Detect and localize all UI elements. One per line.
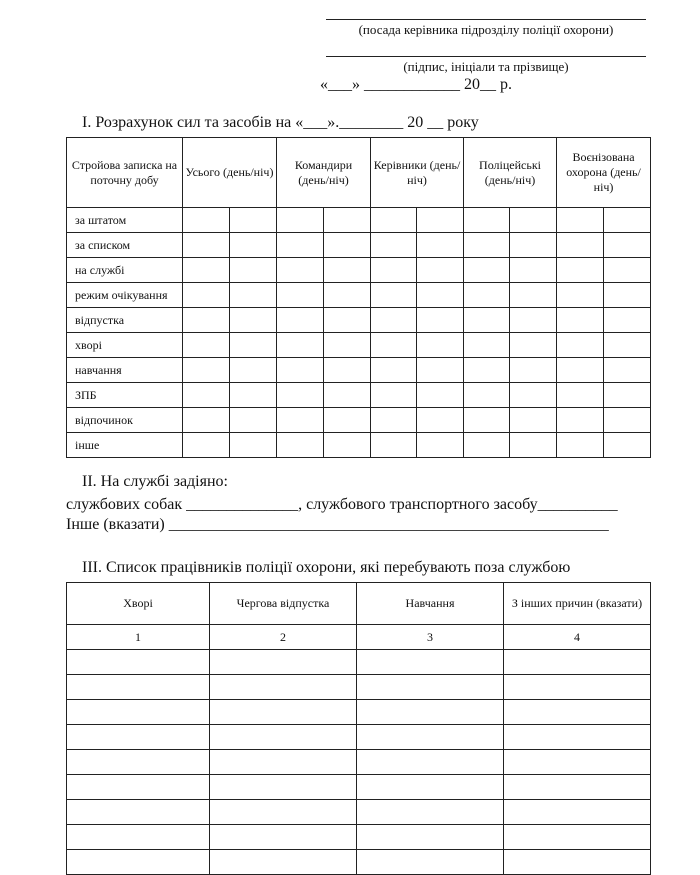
blank-cell xyxy=(510,333,557,358)
table-row xyxy=(67,283,651,308)
blank-cell xyxy=(557,208,604,233)
blank-cell xyxy=(210,800,357,825)
blank-cell xyxy=(357,800,504,825)
header-training: Навчання xyxy=(357,583,504,625)
blank-cell xyxy=(604,308,651,333)
blank-cell xyxy=(324,408,371,433)
table-row xyxy=(67,800,651,825)
forces-table xyxy=(66,137,651,458)
blank-cell xyxy=(183,408,230,433)
blank-cell xyxy=(604,258,651,283)
blank-cell xyxy=(464,408,510,433)
table-row xyxy=(67,675,651,700)
table-row xyxy=(67,208,651,233)
row-label: за списком xyxy=(67,233,183,258)
table-row xyxy=(67,408,651,433)
blank-cell xyxy=(557,358,604,383)
section3-title: ІІІ. Список працівників поліції охорони, які перебувають поза службою xyxy=(82,559,571,576)
blank-cell xyxy=(504,825,651,850)
position-caption: (посада керівника підрозділу поліції охорони) xyxy=(358,22,614,37)
row-label: відпочинок xyxy=(67,408,183,433)
section1-title: І. Розрахунок сил та засобів на «___».________ 20 __ року xyxy=(82,114,479,131)
blank-cell xyxy=(417,208,464,233)
service-dogs-line: службових собак ______________, службового транспортного засобу__________ xyxy=(66,496,618,513)
blank-cell xyxy=(324,383,371,408)
blank-cell xyxy=(210,775,357,800)
column-number: 4 xyxy=(504,625,651,650)
blank-cell xyxy=(417,233,464,258)
blank-cell xyxy=(324,208,371,233)
blank-cell xyxy=(371,233,417,258)
blank-cell xyxy=(277,258,324,283)
blank-cell xyxy=(371,358,417,383)
blank-cell xyxy=(504,675,651,700)
blank-cell xyxy=(67,675,210,700)
blank-cell xyxy=(230,408,277,433)
blank-cell xyxy=(557,283,604,308)
header-militarized-guard: Воєнізована охорона (день/ніч) xyxy=(557,138,651,208)
blank-cell xyxy=(464,433,510,458)
blank-cell xyxy=(510,433,557,458)
blank-cell xyxy=(183,333,230,358)
blank-cell xyxy=(504,700,651,725)
blank-cell xyxy=(230,358,277,383)
blank-cell xyxy=(504,850,651,875)
blank-cell xyxy=(417,408,464,433)
table-row xyxy=(67,233,651,258)
blank-cell xyxy=(277,283,324,308)
blank-cell xyxy=(417,308,464,333)
table-row xyxy=(67,825,651,850)
blank-cell xyxy=(183,258,230,283)
blank-cell xyxy=(557,408,604,433)
header-vacation: Чергова відпустка xyxy=(210,583,357,625)
blank-cell xyxy=(183,208,230,233)
column-number: 2 xyxy=(210,625,357,650)
blank-cell xyxy=(67,750,210,775)
blank-cell xyxy=(183,283,230,308)
row-label: на службі xyxy=(67,258,183,283)
table-row xyxy=(67,775,651,800)
blank-cell xyxy=(604,233,651,258)
column-number-row xyxy=(67,625,651,650)
blank-cell xyxy=(464,333,510,358)
signature-line xyxy=(326,56,646,57)
blank-cell xyxy=(230,383,277,408)
header-total: Усього (день/ніч) xyxy=(183,138,277,208)
blank-cell xyxy=(371,408,417,433)
blank-cell xyxy=(67,850,210,875)
blank-cell xyxy=(277,208,324,233)
blank-cell xyxy=(230,258,277,283)
blank-cell xyxy=(230,308,277,333)
blank-cell xyxy=(183,433,230,458)
blank-cell xyxy=(510,408,557,433)
blank-cell xyxy=(277,233,324,258)
blank-cell xyxy=(183,308,230,333)
blank-cell xyxy=(557,233,604,258)
blank-cell xyxy=(417,283,464,308)
blank-cell xyxy=(210,825,357,850)
blank-cell xyxy=(504,775,651,800)
row-label: навчання xyxy=(67,358,183,383)
blank-cell xyxy=(324,258,371,283)
blank-cell xyxy=(464,358,510,383)
blank-cell xyxy=(464,308,510,333)
blank-cell xyxy=(604,383,651,408)
blank-cell xyxy=(67,650,210,675)
blank-cell xyxy=(604,283,651,308)
blank-cell xyxy=(277,408,324,433)
blank-cell xyxy=(357,700,504,725)
blank-cell xyxy=(371,333,417,358)
table-row xyxy=(67,333,651,358)
blank-cell xyxy=(504,800,651,825)
blank-cell xyxy=(277,383,324,408)
blank-cell xyxy=(67,700,210,725)
blank-cell xyxy=(557,333,604,358)
blank-cell xyxy=(464,233,510,258)
blank-cell xyxy=(230,433,277,458)
position-line xyxy=(326,19,646,20)
blank-cell xyxy=(417,333,464,358)
blank-cell xyxy=(183,233,230,258)
table-row xyxy=(67,725,651,750)
blank-cell xyxy=(230,333,277,358)
signature-caption: (підпис, ініціали та прізвище) xyxy=(403,59,569,74)
column-number: 1 xyxy=(67,625,210,650)
blank-cell xyxy=(464,208,510,233)
blank-cell xyxy=(510,358,557,383)
blank-cell xyxy=(67,825,210,850)
blank-cell xyxy=(557,258,604,283)
blank-cell xyxy=(371,433,417,458)
blank-cell xyxy=(324,308,371,333)
row-label: за штатом xyxy=(67,208,183,233)
blank-cell xyxy=(210,700,357,725)
blank-cell xyxy=(464,383,510,408)
blank-cell xyxy=(464,258,510,283)
header-roll-call: Стройова записка на поточну добу xyxy=(67,138,183,208)
other-line: Інше (вказати) _______________________________________________________ xyxy=(66,516,609,533)
blank-cell xyxy=(604,433,651,458)
blank-cell xyxy=(324,233,371,258)
blank-cell xyxy=(183,358,230,383)
blank-cell xyxy=(371,258,417,283)
blank-cell xyxy=(230,208,277,233)
blank-cell xyxy=(557,383,604,408)
header-commanders: Командири (день/ніч) xyxy=(277,138,371,208)
header-managers: Керівники (день/ніч) xyxy=(371,138,464,208)
row-label: інше xyxy=(67,433,183,458)
blank-cell xyxy=(67,800,210,825)
blank-cell xyxy=(357,850,504,875)
blank-cell xyxy=(604,208,651,233)
blank-cell xyxy=(324,283,371,308)
blank-cell xyxy=(417,433,464,458)
section2-title: ІІ. На службі задіяно: xyxy=(82,473,228,490)
blank-cell xyxy=(324,333,371,358)
blank-cell xyxy=(357,725,504,750)
table-row xyxy=(67,383,651,408)
blank-cell xyxy=(357,775,504,800)
blank-cell xyxy=(557,433,604,458)
blank-cell xyxy=(510,208,557,233)
table-row xyxy=(67,433,651,458)
blank-cell xyxy=(504,650,651,675)
blank-cell xyxy=(371,208,417,233)
blank-cell xyxy=(277,433,324,458)
blank-cell xyxy=(230,283,277,308)
table-row xyxy=(67,750,651,775)
blank-cell xyxy=(210,850,357,875)
blank-cell xyxy=(510,258,557,283)
blank-cell xyxy=(357,650,504,675)
blank-cell xyxy=(504,725,651,750)
blank-cell xyxy=(510,233,557,258)
blank-cell xyxy=(510,308,557,333)
blank-cell xyxy=(464,283,510,308)
blank-cell xyxy=(357,825,504,850)
table-row xyxy=(67,308,651,333)
blank-cell xyxy=(210,675,357,700)
blank-cell xyxy=(324,433,371,458)
blank-cell xyxy=(277,333,324,358)
table-row xyxy=(67,258,651,283)
blank-cell xyxy=(604,408,651,433)
blank-cell xyxy=(557,308,604,333)
blank-cell xyxy=(510,283,557,308)
blank-cell xyxy=(357,750,504,775)
row-label: хворі xyxy=(67,333,183,358)
blank-cell xyxy=(371,308,417,333)
column-number: 3 xyxy=(357,625,504,650)
table-row xyxy=(67,358,651,383)
table-row xyxy=(67,700,651,725)
date-line: «___» ____________ 20__ р. xyxy=(320,76,512,93)
row-label: відпустка xyxy=(67,308,183,333)
blank-cell xyxy=(67,775,210,800)
blank-cell xyxy=(357,675,504,700)
blank-cell xyxy=(604,358,651,383)
blank-cell xyxy=(230,233,277,258)
header-sick: Хворі xyxy=(67,583,210,625)
blank-cell xyxy=(417,358,464,383)
blank-cell xyxy=(210,750,357,775)
blank-cell xyxy=(210,650,357,675)
table-row xyxy=(67,850,651,875)
blank-cell xyxy=(210,725,357,750)
blank-cell xyxy=(277,308,324,333)
blank-cell xyxy=(417,258,464,283)
blank-cell xyxy=(417,383,464,408)
blank-cell xyxy=(510,383,557,408)
blank-cell xyxy=(277,358,324,383)
blank-cell xyxy=(371,283,417,308)
header-other-reasons: З інших причин (вказати) xyxy=(504,583,651,625)
row-label: ЗПБ xyxy=(67,383,183,408)
blank-cell xyxy=(504,750,651,775)
header-police: Поліцейські (день/ніч) xyxy=(464,138,557,208)
blank-cell xyxy=(371,383,417,408)
table-row xyxy=(67,650,651,675)
blank-cell xyxy=(604,333,651,358)
blank-cell xyxy=(324,358,371,383)
blank-cell xyxy=(183,383,230,408)
row-label: режим очікування xyxy=(67,283,183,308)
blank-cell xyxy=(67,725,210,750)
absent-staff-table xyxy=(66,582,651,875)
